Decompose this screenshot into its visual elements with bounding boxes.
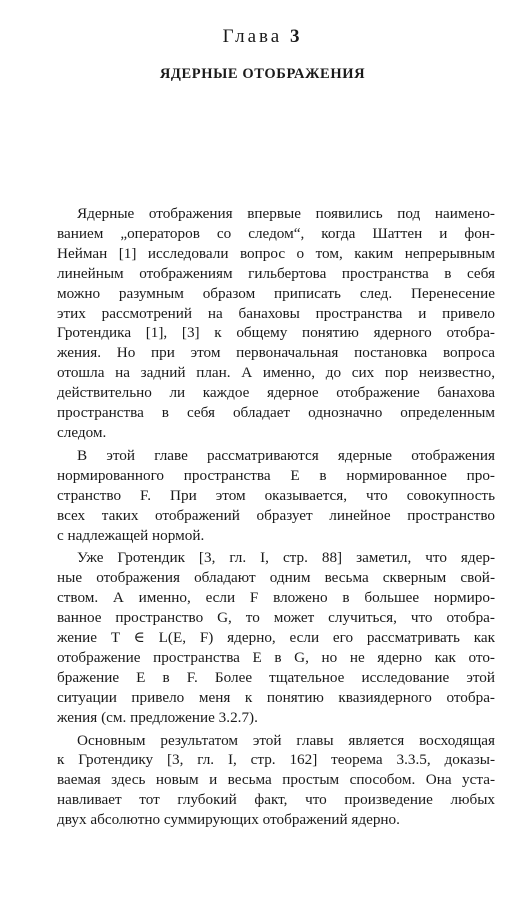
- text-line: ванное пространство G, то может случиться, что отобра-: [57, 609, 495, 627]
- text-line: линейным отображениям гильбертова пространства в себя: [57, 264, 495, 282]
- chapter-word: Глава: [222, 26, 283, 47]
- text-line: можно разумным образом приписать след. Перенесение: [57, 284, 495, 302]
- text-line: жения. Но при этом первоначальная постановка вопроса: [57, 344, 495, 362]
- text-line: навливает тот глубокий факт, что произведение любых: [57, 791, 495, 809]
- paragraph-1: [57, 204, 495, 443]
- text-line: с надлежащей нормой.: [57, 526, 205, 544]
- chapter-number: 3: [289, 26, 303, 47]
- text-line: жения (см. предложение 3.2.7).: [57, 708, 258, 726]
- paragraph-4: [57, 731, 495, 831]
- text-line: жение T ∈ L(E, F) ядерно, если его рассматривать как: [57, 629, 495, 647]
- text-line: В этой главе рассматриваются ядерные отображения: [77, 446, 495, 464]
- text-line: всех таких отображений образует линейное пространство: [57, 506, 495, 524]
- chapter-title: ЯДЕРНЫЕ ОТОБРАЖЕНИЯ: [159, 66, 366, 82]
- text-line: ством. А именно, если F вложено в большее нормиро-: [57, 589, 495, 607]
- text-line: действительно ли каждое ядерное отображение банахова: [57, 384, 495, 402]
- text-line: Ядерные отображения впервые появились под наимено-: [77, 205, 495, 222]
- text-line: ные отображения обладают одним весьма скверным свой-: [57, 569, 495, 587]
- text-line: отображение пространства E в G, но не ядерно как ото-: [57, 648, 495, 666]
- text-line: следом.: [57, 423, 107, 441]
- text-line: пространства в себя обладает однозначно определенным: [57, 404, 495, 422]
- text-line: странство F. При этом оказывается, что совокупность: [57, 486, 495, 504]
- text-line: отошла на задний план. А именно, до сих пор неизвестно,: [57, 364, 495, 382]
- text-line: Гротендика [1], [3] к общему понятию ядерного отобра-: [57, 324, 495, 342]
- text-line: двух абсолютно суммирующих отображений ядерно.: [57, 811, 400, 829]
- chapter-label: [0, 26, 525, 48]
- text-line: Основным результатом этой главы является восходящая: [77, 731, 495, 749]
- text-line: нормированного пространства E в нормированное про-: [57, 466, 495, 484]
- text-line: ванием „операторов со следом“, когда Шаттен и фон-: [57, 224, 495, 242]
- text-line: Уже Гротендик [3, гл. I, стр. 88] заметил, что ядер-: [77, 549, 495, 567]
- text-line: бражение E в F. Более тщательное исследование этой: [57, 668, 495, 686]
- paragraph-2: [57, 446, 495, 546]
- paragraph-3: [57, 548, 495, 727]
- chapter-body: [57, 204, 495, 833]
- text-line: Нейман [1] исследовали вопрос о том, каким непрерывным: [57, 244, 495, 262]
- text-line: ситуации привело меня к понятию квазиядерного отобра-: [57, 688, 495, 706]
- text-line: ваемая здесь новым и весьма простым способом. Она уста-: [57, 771, 495, 789]
- text-line: этих рассмотрений на банаховы пространства и привело: [57, 304, 495, 322]
- text-line: к Гротендику [3, гл. I, стр. 162] теорема 3.3.5, доказы-: [57, 751, 495, 769]
